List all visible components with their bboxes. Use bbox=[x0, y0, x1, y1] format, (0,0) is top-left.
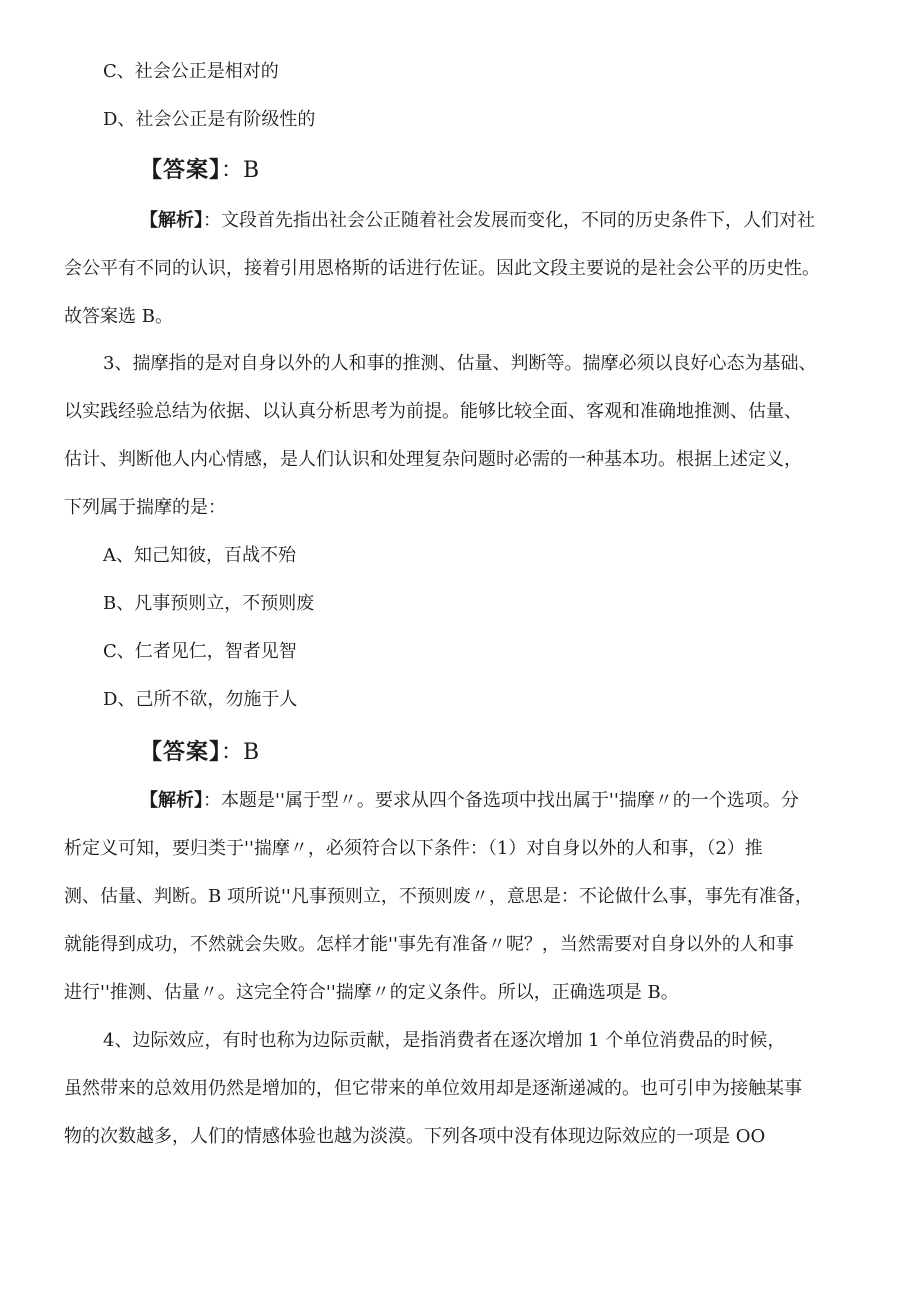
q3-analysis-line-3: 测、估量、判断。B 项所说''凡事预则立，不预则废〃，意思是：不论做什么事，事先有准备， bbox=[64, 886, 813, 907]
q3-analysis-line-2: 析定义可知，要归类于''揣摩〃，必须符合以下条件：（1）对自身以外的人和事，（2）推 bbox=[64, 838, 763, 859]
analysis-label: 【解析】 bbox=[140, 210, 203, 231]
q3-stem-line-3: 估计、判断他人内心情感，是人们认识和处理复杂问题时必需的一种基本功。根据上述定义， bbox=[64, 449, 802, 470]
answer-value: ：B bbox=[221, 158, 260, 183]
q2-analysis-line-1: 【解析】：文段首先指出社会公正随着社会发展而变化，不同的历史条件下，人们对社 bbox=[140, 210, 815, 231]
answer-label: 【答案】 bbox=[140, 739, 222, 765]
q3-stem-line-2: 以实践经验总结为依据、以认真分析思考为前提。能够比较全面、客观和准确地推测、估量、 bbox=[64, 401, 802, 422]
q3-option-d: D、己所不欲，勿施于人 bbox=[103, 689, 298, 710]
q2-analysis-line-2: 会公平有不同的认识，接着引用恩格斯的话进行佐证。因此文段主要说的是社会公平的历史性。 bbox=[64, 258, 820, 279]
q3-stem-line-4: 下列属于揣摩的是： bbox=[64, 497, 226, 518]
q4-stem-line-3: 物的次数越多，人们的情感体验也越为淡漠。下列各项中没有体现边际效应的一项是 OO bbox=[64, 1126, 766, 1147]
q3-option-b: B、凡事预则立，不预则废 bbox=[103, 593, 315, 614]
q3-option-a: A、知己知彼，百战不殆 bbox=[103, 545, 296, 566]
q3-stem-line-1: 3、揣摩指的是对自身以外的人和事的推测、估量、判断等。揣摩必须以良好心态为基础、 bbox=[103, 353, 817, 374]
q2-answer bbox=[140, 159, 259, 182]
q2-analysis-line-3: 故答案选 B。 bbox=[64, 306, 173, 327]
q3-analysis-line-5: 进行''推测、估量〃。这完全符合''揣摩〃的定义条件。所以，正确选项是 B。 bbox=[64, 982, 679, 1003]
q4-stem-line-1: 4、边际效应，有时也称为边际贡献，是指消费者在逐次增加 1 个单位消费品的时候， bbox=[103, 1030, 786, 1051]
answer-value: ：B bbox=[221, 740, 260, 765]
q3-answer bbox=[140, 741, 259, 764]
q4-stem-line-2: 虽然带来的总效用仍然是增加的，但它带来的单位效用却是逐渐递减的。也可引申为接触某事 bbox=[64, 1078, 802, 1099]
q2-option-c: C、社会公正是相对的 bbox=[103, 61, 279, 82]
answer-label: 【答案】 bbox=[140, 157, 222, 183]
q3-option-c: C、仁者见仁，智者见智 bbox=[103, 641, 297, 662]
q3-analysis-line-1: 【解析】：本题是''属于型〃。要求从四个备选项中找出属于''揣摩〃的一个选项。分 bbox=[140, 790, 799, 811]
q2-option-d: D、社会公正是有阶级性的 bbox=[103, 109, 316, 130]
q3-analysis-line-4: 就能得到成功，不然就会失败。怎样才能''事先有准备〃呢？，当然需要对自身以外的人和事 bbox=[64, 934, 794, 955]
analysis-label: 【解析】 bbox=[140, 790, 203, 811]
